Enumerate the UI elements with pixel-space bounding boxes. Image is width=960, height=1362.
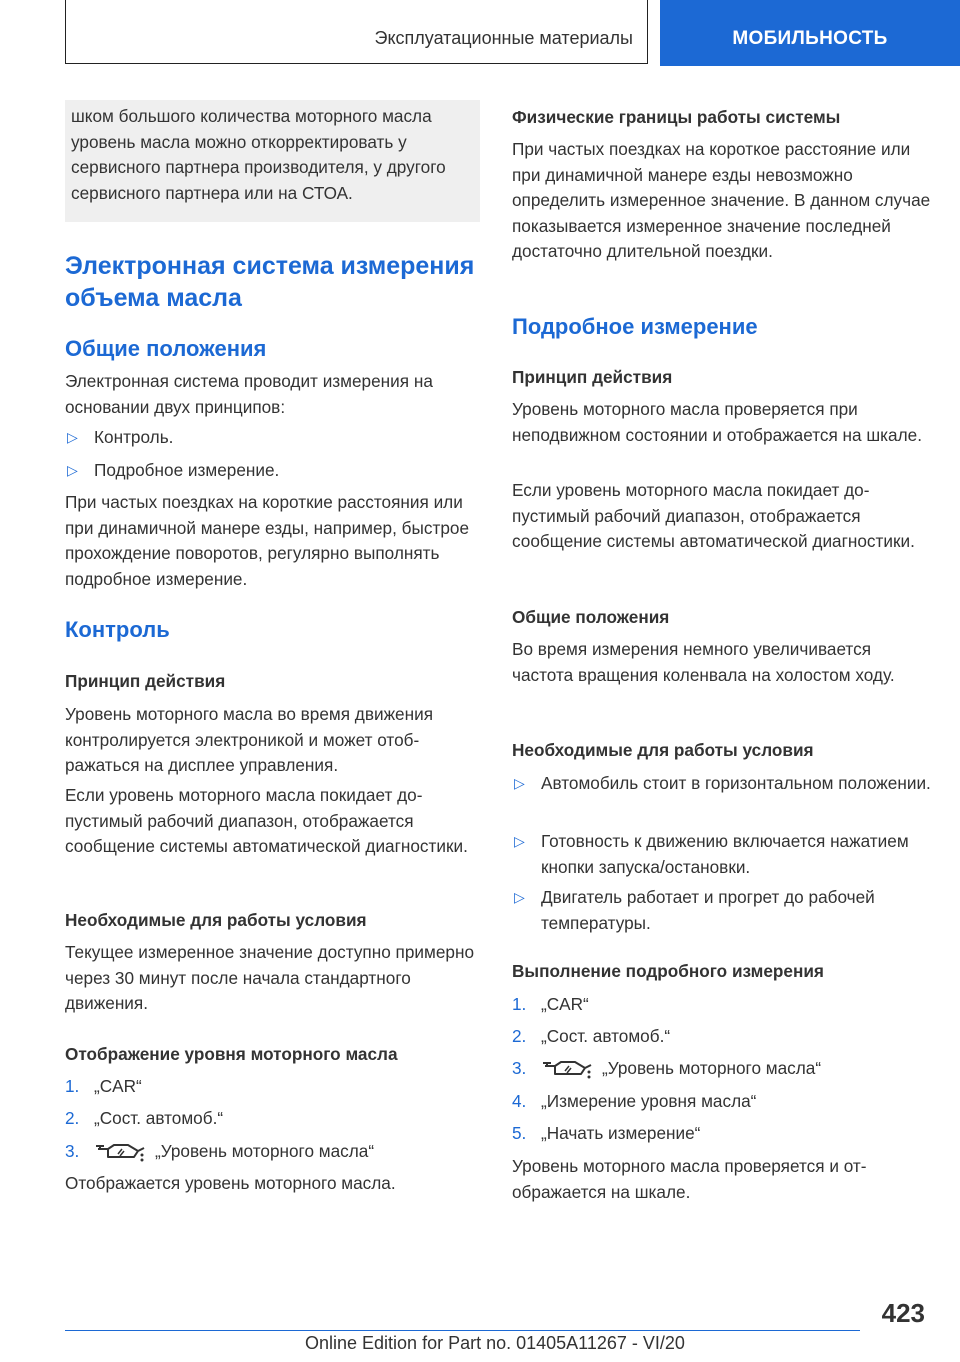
info-box <box>65 100 480 222</box>
footer-divider <box>65 1330 860 1331</box>
triangle-bullet-icon: ▷ <box>514 889 525 905</box>
page-number: 423 <box>881 1298 925 1328</box>
triangle-bullet-icon: ▷ <box>514 775 525 791</box>
heading-conditions: Необходимые для работы условия <box>512 740 814 760</box>
triangle-bullet-icon: ▷ <box>67 429 78 445</box>
paragraph-principle-1: Уровень моторного масла проверяется при неподвижном состоянии и отображается на шкале. <box>512 399 922 445</box>
triangle-bullet-icon: ▷ <box>514 833 525 849</box>
heading-principle: Принцип действия <box>65 671 226 691</box>
paragraph-conditions: Текущее измеренное значение доступно примерно через 30 минут после начала стандартного движения. <box>65 942 475 1013</box>
heading-conditions: Необходимые для работы условия <box>65 910 367 930</box>
subheading-general: Общие положения <box>65 336 267 361</box>
paragraph-general: Электронная система проводит измерения на основании двух принципов: <box>65 371 433 417</box>
oil-can-icon <box>541 1057 593 1079</box>
info-box-text: шком большого количества моторного масла уровень масла можно откорректировать у сервисного партнера производителя, у другого сервисного партнера или на СТОА. <box>71 106 446 203</box>
section-heading: Электронная система измерения объема масла <box>65 252 475 312</box>
heading-limits: Физические границы работы системы <box>512 107 841 127</box>
paragraph-end: Уровень моторного масла проверяется и отображается на шкале. <box>512 1156 867 1202</box>
footer-edition: Online Edition for Part no. 01405A11267 - VI/20 <box>305 1333 685 1353</box>
paragraph-limits: При частых поездках на короткое расстояние или при динамичной манере езды невозможно определить измеренное значение. В данном случае показывается измеренное значение последней достаточно длительной поездки. <box>512 139 931 261</box>
subheading-detailed: Подробное измерение <box>512 314 758 339</box>
paragraph-principle-2: Если уровень моторного масла покидает допустимый рабочий диапазон, отображается сообщение системы автоматической диагностики. <box>65 785 468 856</box>
header-chapter-tab <box>660 0 960 66</box>
header-section-title: Эксплуатационные материалы <box>374 28 633 48</box>
header-chapter-title: МОБИЛЬНОСТЬ <box>732 28 888 49</box>
paragraph-display-end: Отображается уровень моторного масла. <box>65 1173 396 1193</box>
heading-principle: Принцип действия <box>512 367 673 387</box>
paragraph-principle-1: Уровень моторного масла во время движения контролируется электроникой и может отображаться на дисплее управления. <box>65 704 434 775</box>
oil-can-icon <box>94 1140 146 1162</box>
heading-execution: Выполнение подробного измерения <box>512 961 824 981</box>
header-section-tab <box>65 0 648 64</box>
paragraph-general: Во время измерения немного увеличивается частота вращения коленвала на холостом ходу. <box>512 639 895 685</box>
heading-oil-display: Отображение уровня моторного масла <box>65 1044 398 1064</box>
paragraph-principle-2: Если уровень моторного масла покидает допустимый рабочий диапазон, отображается сообщение системы автоматической диагностики. <box>512 480 915 551</box>
subheading-control: Контроль <box>65 617 170 642</box>
heading-general: Общие положения <box>512 607 670 627</box>
paragraph-frequent-trips: При частых поездках на короткие расстояния или при динамичной манере езды, например, быстрое прохождение поворотов, регулярно выполнять подробное измерение. <box>65 492 469 589</box>
triangle-bullet-icon: ▷ <box>67 462 78 478</box>
